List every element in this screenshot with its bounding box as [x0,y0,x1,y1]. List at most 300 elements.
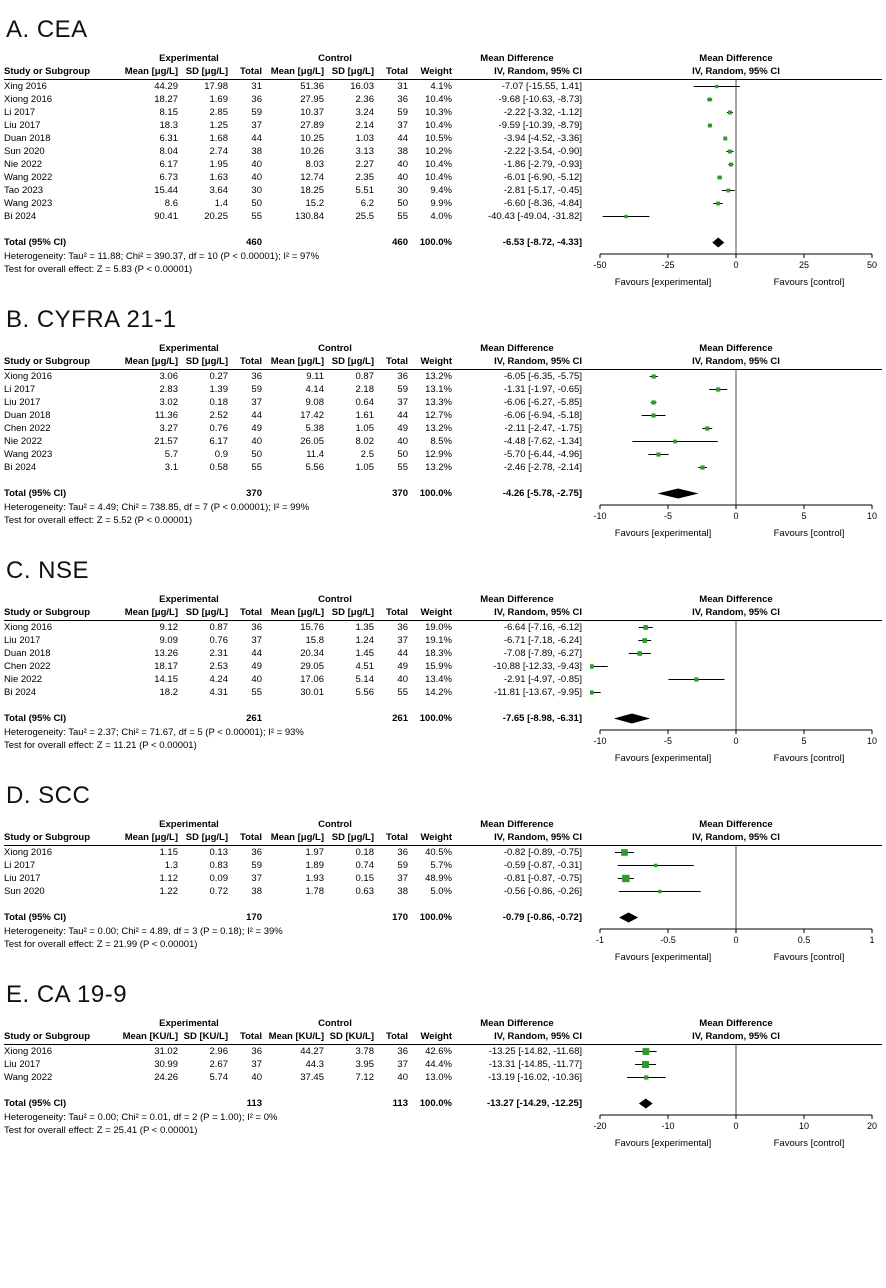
forest-plot-row [590,673,882,686]
ctl-mean-col-header: Mean [μg/L] [270,66,324,77]
iv-random-plot-header: IV, Random, 95% CI [692,832,780,843]
effect-marker [728,150,732,154]
exp-total-value: 36 [251,1046,262,1057]
ctl-mean-value: 15.2 [305,198,324,209]
panel-title: C. NSE [6,557,90,584]
ctl-sd-value: 5.51 [355,185,374,196]
effect-marker [642,638,647,643]
exp-sd-value: 2.53 [209,661,228,672]
effect-marker [642,1048,649,1055]
exp-mean-value: 21.57 [154,436,178,447]
weight-value: 13.2% [425,371,452,382]
iv-random-col-header: IV, Random, 95% CI [494,356,582,367]
experimental-group-header: Experimental [159,594,219,605]
favours-experimental-label: Favours [experimental] [614,528,712,539]
ctl-total-value: 36 [397,622,408,633]
study-name: Nie 2022 [4,159,43,170]
md-ci-text: -2.46 [-2.78, -2.14] [503,462,582,473]
md-ci-text: -1.31 [-1.97, -0.65] [503,384,582,395]
weight-value: 13.2% [425,423,452,434]
ctl-mean-value: 1.97 [305,847,324,858]
x-axis [590,500,882,530]
ctl-sd-value: 4.51 [355,661,374,672]
axis-tick-label: 0 [733,1121,739,1131]
exp-mean-col-header: Mean [KU/L] [122,1031,178,1042]
ci-plot-cell [590,80,882,93]
ci-plot-cell [590,898,882,911]
forest-plot-row [590,859,882,872]
weight-value: 9.9% [430,198,452,209]
favours-experimental-label: Favours [experimental] [614,753,712,764]
md-ci-text: -6.06 [-6.94, -5.18] [503,410,582,421]
column-header-row [4,65,882,80]
study-name: Liu 2017 [4,1059,41,1070]
exp-sd-value: 20.25 [204,211,228,222]
forest-plot-row [590,236,882,249]
forest-plot-row [590,93,882,106]
md-ci-text: -13.31 [-14.85, -11.77] [488,1059,582,1070]
panel-footer [4,249,882,288]
total-weight: 100.0% [419,912,452,923]
exp-total-value: 31 [251,81,262,92]
study-name: Li 2017 [4,860,36,871]
weight-value: 19.0% [425,622,452,633]
md-ci-text: -6.06 [-6.27, -5.85] [503,397,582,408]
ci-plot-cell [590,1045,882,1058]
panel-footer [4,500,882,539]
exp-total-col-header: Total [240,607,262,618]
study-name: Li 2017 [4,107,36,118]
ctl-sd-value: 7.12 [355,1072,374,1083]
experimental-group-header: Experimental [159,819,219,830]
study-name: Bi 2024 [4,211,37,222]
ctl-total-value: 50 [397,449,408,460]
axis-block [590,500,882,539]
exp-mean-value: 15.44 [154,185,178,196]
ctl-mean-value: 12.74 [300,172,324,183]
forest-plot-row [590,184,882,197]
exp-total-value: 36 [251,622,262,633]
ci-plot-cell [590,448,882,461]
ci-plot-cell [590,106,882,119]
exp-sd-value: 3.64 [209,185,228,196]
total-ctl-n: 261 [392,713,408,724]
exp-mean-col-header: Mean [μg/L] [124,607,178,618]
iv-random-plot-header: IV, Random, 95% CI [692,66,780,77]
exp-total-value: 44 [251,133,262,144]
study-row [4,647,882,660]
axis-tick-label: -10 [593,736,607,746]
ci-plot-cell [590,699,882,712]
ci-plot-cell [590,1084,882,1097]
study-name: Liu 2017 [4,397,41,408]
panel-title: E. CA 19-9 [6,981,128,1008]
study-name: Xiong 2016 [4,371,53,382]
study-name: Sun 2020 [4,886,45,897]
exp-sd-value: 0.09 [209,873,228,884]
ctl-total-value: 55 [397,211,408,222]
ctl-total-value: 49 [397,423,408,434]
effect-marker [621,849,628,856]
favours-control-label: Favours [control] [773,1138,845,1149]
exp-total-value: 50 [251,198,262,209]
exp-mean-value: 13.26 [154,648,178,659]
md-text-group-header: Mean Difference [480,1018,554,1029]
ctl-sd-value: 1.05 [355,462,374,473]
panel-footer [4,1110,882,1149]
iv-random-plot-header: IV, Random, 95% CI [692,1031,780,1042]
exp-total-value: 37 [251,120,262,131]
exp-total-value: 55 [251,462,262,473]
md-plot-group-header: Mean Difference [699,819,773,830]
forest-plot-row [590,911,882,924]
study-row [4,634,882,647]
ctl-mean-value: 10.26 [300,146,324,157]
md-ci-text: -40.43 [-49.04, -31.82] [487,211,582,222]
effect-marker [673,440,677,444]
ci-plot-cell [590,236,882,249]
exp-total-value: 59 [251,107,262,118]
study-row [4,132,882,145]
stats-block [4,924,582,951]
spacer-row [4,699,882,712]
ci-plot-cell [590,435,882,448]
effect-marker [694,677,698,681]
forest-plot-row [590,686,882,699]
effect-marker [590,690,594,694]
study-name: Duan 2018 [4,133,51,144]
ci-plot-cell [590,474,882,487]
exp-mean-value: 1.3 [164,860,178,871]
ctl-total-value: 40 [397,1072,408,1083]
stats-block [4,500,582,527]
forest-panel-c [4,557,882,764]
exp-sd-value: 4.31 [209,687,228,698]
ctl-sd-value: 3.95 [355,1059,374,1070]
ci-plot-cell [590,223,882,236]
ctl-mean-value: 27.95 [300,94,324,105]
total-exp-n: 113 [246,1098,262,1109]
ctl-total-value: 37 [397,635,408,646]
iv-random-plot-header: IV, Random, 95% CI [692,356,780,367]
forest-plot-row [590,1097,882,1110]
exp-sd-value: 0.27 [209,371,228,382]
ctl-sd-value: 5.14 [355,674,374,685]
ctl-total-value: 59 [397,107,408,118]
exp-total-value: 49 [251,661,262,672]
exp-total-value: 55 [251,687,262,698]
effect-marker [652,374,656,378]
exp-sd-col-header: SD [μg/L] [185,607,228,618]
exp-sd-value: 0.87 [209,622,228,633]
total-row [4,911,882,924]
axis-tick-label: 0 [733,736,739,746]
exp-sd-value: 5.74 [209,1072,228,1083]
study-row [4,673,882,686]
md-ci-text: -9.68 [-10.63, -8.73] [498,94,582,105]
ctl-total-value: 36 [397,847,408,858]
ci-plot-cell [590,184,882,197]
ctl-total-value: 59 [397,860,408,871]
ctl-sd-value: 2.35 [355,172,374,183]
exp-mean-value: 18.2 [159,687,178,698]
axis-block [590,1110,882,1149]
weight-col-header: Weight [420,66,452,77]
exp-mean-value: 18.27 [154,94,178,105]
control-group-header: Control [318,594,352,605]
column-header-row [4,1030,882,1045]
ctl-mean-value: 20.34 [300,648,324,659]
forest-panel-a [4,16,882,288]
study-row [4,383,882,396]
exp-sd-value: 1.69 [209,94,228,105]
total-row [4,1097,882,1110]
ci-plot-cell [590,145,882,158]
axis-block [590,249,882,288]
ctl-mean-value: 10.25 [300,133,324,144]
forest-plot-row [590,171,882,184]
column-header-row [4,355,882,370]
exp-sd-value: 0.76 [209,635,228,646]
axis-tick-label: 10 [866,511,878,521]
stats-block [4,725,582,752]
iv-random-col-header: IV, Random, 95% CI [494,607,582,618]
exp-total-value: 59 [251,384,262,395]
axis-tick-label: 5 [801,511,807,521]
study-name: Bi 2024 [4,462,37,473]
exp-mean-value: 9.09 [159,635,178,646]
total-md-ci-text: -4.26 [-5.78, -2.75] [502,488,582,499]
ctl-mean-value: 30.01 [300,687,324,698]
ctl-sd-value: 2.36 [355,94,374,105]
exp-mean-value: 9.12 [159,622,178,633]
exp-mean-value: 3.02 [159,397,178,408]
ctl-total-value: 31 [397,81,408,92]
ctl-total-value: 37 [397,120,408,131]
weight-value: 10.4% [425,172,452,183]
ci-plot-cell [590,396,882,409]
column-header-row [4,606,882,621]
exp-total-col-header: Total [240,66,262,77]
ci-plot-cell [590,846,882,859]
ctl-sd-value: 1.03 [355,133,374,144]
md-ci-text: -11.81 [-13.67, -9.95] [493,687,582,698]
ctl-total-value: 37 [397,873,408,884]
forest-plot-row [590,383,882,396]
study-row [4,158,882,171]
ci-plot-cell [590,673,882,686]
effect-marker [728,111,732,115]
ctl-total-col-header: Total [386,1031,408,1042]
ci-plot-cell [590,660,882,673]
axis-tick-label: -0.5 [660,935,676,945]
md-text-group-header: Mean Difference [480,53,554,64]
total-exp-n: 370 [246,488,262,499]
weight-value: 10.4% [425,159,452,170]
exp-total-value: 30 [251,185,262,196]
exp-total-col-header: Total [240,356,262,367]
ctl-sd-value: 6.2 [360,198,374,209]
favours-control-label: Favours [control] [773,528,845,539]
study-name: Xiong 2016 [4,94,53,105]
exp-sd-value: 2.31 [209,648,228,659]
heterogeneity-text: Heterogeneity: Tau² = 0.00; Chi² = 4.89, df = 3 (P = 0.18); I² = 39% [4,926,283,937]
ctl-sd-value: 1.24 [355,635,374,646]
exp-mean-value: 1.22 [159,886,178,897]
ctl-sd-value: 8.02 [355,436,374,447]
ctl-total-col-header: Total [386,356,408,367]
exp-sd-value: 0.76 [209,423,228,434]
experimental-group-header: Experimental [159,343,219,354]
study-row [4,80,882,93]
md-plot-group-header: Mean Difference [699,343,773,354]
ci-plot-cell [590,210,882,223]
study-row [4,210,882,223]
total-diamond [614,714,650,724]
md-plot-group-header: Mean Difference [699,1018,773,1029]
ctl-mean-value: 9.08 [305,397,324,408]
weight-value: 15.9% [425,661,452,672]
heterogeneity-text: Heterogeneity: Tau² = 2.37; Chi² = 71.67, df = 5 (P < 0.00001); I² = 93% [4,727,304,738]
total-weight: 100.0% [419,1098,452,1109]
total-label: Total (95% CI) [4,912,67,923]
total-ctl-n: 113 [392,1098,408,1109]
study-row [4,846,882,859]
weight-value: 12.7% [425,410,452,421]
exp-total-value: 37 [251,635,262,646]
ctl-mean-value: 1.89 [305,860,324,871]
ci-plot-cell [590,197,882,210]
exp-mean-value: 6.73 [159,172,178,183]
ci-plot-cell [590,872,882,885]
md-ci-text: -6.64 [-7.16, -6.12] [503,622,582,633]
ctl-mean-value: 4.14 [305,384,324,395]
md-ci-text: -7.08 [-7.89, -6.27] [503,648,582,659]
favours-control-label: Favours [control] [773,753,845,764]
effect-marker [715,85,718,88]
weight-value: 5.0% [430,886,452,897]
group-header-row [4,1017,882,1030]
total-md-ci-text: -7.65 [-8.98, -6.31] [502,713,582,724]
ctl-sd-value: 0.18 [355,847,374,858]
weight-value: 13.4% [425,674,452,685]
weight-value: 13.0% [425,1072,452,1083]
panel-title: B. CYFRA 21-1 [6,306,177,333]
ctl-mean-col-header: Mean [KU/L] [268,1031,324,1042]
exp-sd-value: 1.68 [209,133,228,144]
md-ci-text: -6.60 [-8.36, -4.84] [503,198,582,209]
md-ci-text: -2.22 [-3.32, -1.12] [503,107,582,118]
ctl-mean-value: 15.76 [300,622,324,633]
weight-value: 10.4% [425,120,452,131]
md-ci-text: -9.59 [-10.39, -8.79] [498,120,582,131]
md-ci-text: -2.91 [-4.97, -0.85] [503,674,582,685]
exp-total-value: 55 [251,211,262,222]
total-weight: 100.0% [419,713,452,724]
axis-tick-label: 50 [866,260,878,270]
forest-plot-row [590,647,882,660]
study-row [4,660,882,673]
axis-tick-label: 0 [733,260,739,270]
study-name: Wang 2023 [4,198,53,209]
exp-mean-value: 11.36 [154,410,178,421]
forest-plot-row [590,634,882,647]
forest-plot-row [590,396,882,409]
study-name: Li 2017 [4,384,36,395]
total-exp-n: 460 [246,237,262,248]
panel-footer [4,924,882,963]
control-group-header: Control [318,343,352,354]
study-name: Xiong 2016 [4,622,53,633]
forest-plot-row [590,1084,882,1097]
exp-mean-value: 18.17 [154,661,178,672]
exp-total-value: 50 [251,449,262,460]
exp-total-value: 59 [251,860,262,871]
ctl-total-value: 44 [397,133,408,144]
effect-marker [726,189,730,193]
effect-marker [642,1061,649,1068]
study-row [4,422,882,435]
forest-plot-row [590,197,882,210]
weight-value: 10.3% [425,107,452,118]
axis-tick-label: 10 [866,736,878,746]
study-row [4,370,882,383]
md-text-group-header: Mean Difference [480,594,554,605]
exp-mean-value: 8.15 [159,107,178,118]
weight-value: 14.2% [425,687,452,698]
weight-value: 10.5% [425,133,452,144]
ctl-mean-value: 5.56 [305,462,324,473]
ci-plot-cell [590,487,882,500]
favours-caption [590,1138,882,1149]
exp-mean-value: 2.83 [159,384,178,395]
ctl-total-value: 36 [397,94,408,105]
exp-mean-col-header: Mean [μg/L] [124,832,178,843]
forest-plot-row [590,474,882,487]
effect-marker [705,426,709,430]
effect-marker [622,875,629,882]
ctl-total-col-header: Total [386,66,408,77]
ctl-mean-value: 17.06 [300,674,324,685]
exp-total-value: 44 [251,648,262,659]
study-row [4,461,882,474]
ctl-sd-value: 2.18 [355,384,374,395]
md-ci-text: -13.19 [-16.02, -10.36] [487,1072,582,1083]
exp-sd-col-header: SD [KU/L] [183,1031,228,1042]
effect-marker [708,98,712,102]
md-ci-text: -4.48 [-7.62, -1.34] [503,436,582,447]
md-ci-text: -6.05 [-6.35, -5.75] [503,371,582,382]
ctl-total-value: 36 [397,1046,408,1057]
exp-mean-value: 1.12 [159,873,178,884]
ci-plot-cell [590,132,882,145]
exp-mean-value: 30.99 [154,1059,178,1070]
ctl-sd-value: 2.5 [360,449,374,460]
exp-sd-value: 0.9 [214,449,228,460]
ci-plot-cell [590,911,882,924]
ctl-mean-value: 5.38 [305,423,324,434]
ctl-mean-value: 10.37 [300,107,324,118]
ctl-total-value: 36 [397,371,408,382]
panel-title: D. SCC [6,782,91,809]
exp-total-value: 37 [251,873,262,884]
ctl-sd-value: 16.03 [350,81,374,92]
axis-tick-label: -5 [663,736,673,746]
total-label: Total (95% CI) [4,1098,67,1109]
weight-value: 4.1% [430,81,452,92]
ctl-total-col-header: Total [386,832,408,843]
exp-total-value: 36 [251,94,262,105]
